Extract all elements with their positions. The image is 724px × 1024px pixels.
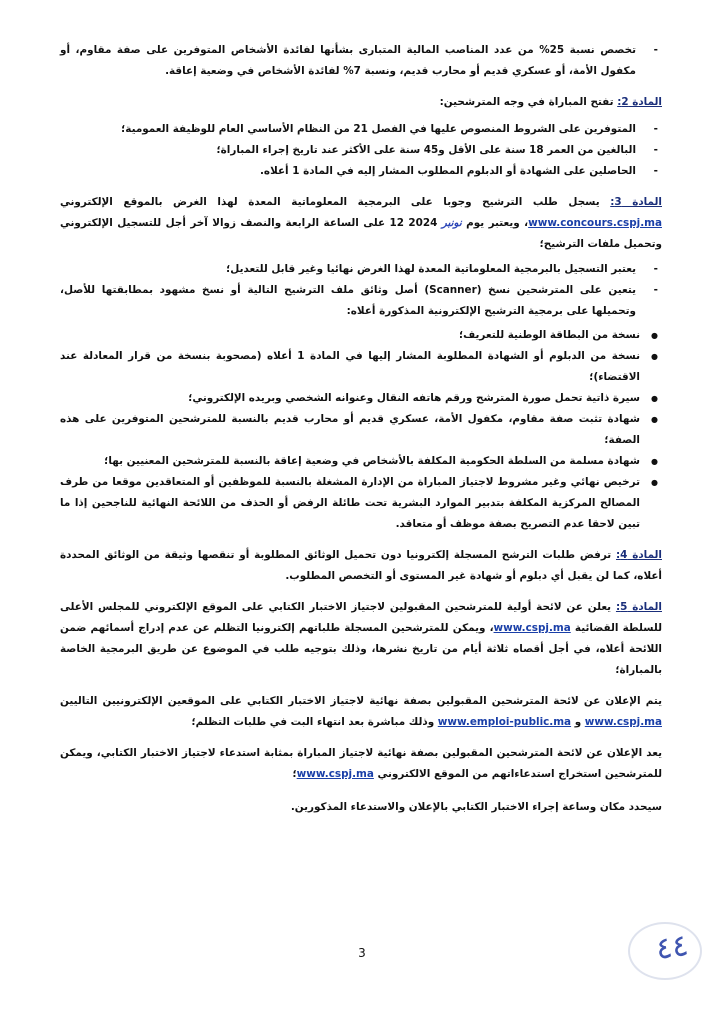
article-2-heading bbox=[60, 92, 662, 113]
list-item: ● ترخيص نهائي وغير مشروط لاجتياز المباراة من الإدارة المشغلة بالنسبة للموظفين أو المتعاقدين موقعا من طرف المصالح المركزية المكلفة بتدبير الموارد البشرية تحت طائلة الرفض أو الحذف من اللائحة النهائية للناجحين إذا ما تبين لاحقا عدم التصريح بصفة موظف أو متعاقد. bbox=[60, 472, 662, 535]
list-item: ● سيرة ذاتية تحمل صورة المترشح ورقم هاتفه النقال وعنوانه الشخصي وبريده الإلكتروني؛ bbox=[60, 388, 662, 409]
list-item: ● نسخة من الدبلوم أو الشهادة المطلوبة المشار إليها في المادة 1 أعلاه (مصحوبة بنسخة من قرار المعادلة عند الاقتضاء)؛ bbox=[60, 346, 662, 388]
registration-list bbox=[60, 259, 662, 322]
article-text: ، ويعتبر يوم bbox=[461, 217, 529, 229]
document-body bbox=[60, 40, 662, 818]
quota-list bbox=[60, 40, 662, 82]
page-number: 3 bbox=[358, 946, 366, 960]
list-item: - البالغين من العمر 18 سنة على الأقل و45 سنة على الأكثر عند تاريخ إجراء المباراة؛ bbox=[60, 140, 662, 161]
article-text: تفتح المباراة في وجه المترشحين: bbox=[439, 96, 618, 108]
date-day: 12 bbox=[389, 217, 404, 229]
paragraph-text: يعد الإعلان عن لائحة المترشحين المقبولين بصفة نهائية لاجتياز المباراة بمثابة استدعاء لاجتياز الاختبار الكتابي، ويمكن للمترشحين استخراج استدعاءاتهم من الموقع الالكتروني bbox=[60, 747, 662, 780]
list-item: - تخصص نسبة 25% من عدد المناصب المالية المتبارى بشأنها لفائدة الأشخاص المتوفرين على صفة مقاوم، أو مكفول الأمة، أو عسكري قديم أو محارب قديم، ونسبة 7% لفائدة الأشخاص في وضعية إعاقة. bbox=[60, 40, 662, 82]
paragraph-text: ؛ bbox=[292, 768, 297, 780]
cspj-link[interactable]: www.cspj.ma bbox=[584, 716, 662, 728]
article-label: المادة 2: bbox=[617, 96, 662, 108]
article-text: يعلن عن لائحة أولية للمترشحين المقبولين لاجتياز الاختبار الكتابي على الموقع الإلكتروني للمجلس الأعلى للسلطة القضائية bbox=[60, 601, 662, 634]
paragraph-text: يتم الإعلان عن لائحة المترشحين المقبولين بصفة نهائية لاجتياز الاختبار الكتابي على الموقعين الإلكترونيين التاليين bbox=[60, 695, 662, 707]
article-label: المادة 4: bbox=[616, 549, 662, 561]
list-item: - يتعين على المترشحين نسخ (Scanner) أصل وثائق ملف الترشيح التالية أو نسخ مشهود بمطابقتها للأصل، وتحميلها على برمجية الترشيح الإلكترونية المذكورة أعلاه: bbox=[60, 280, 662, 322]
signature-mark: ٤٤ bbox=[653, 927, 691, 968]
paragraph-text: و bbox=[571, 716, 585, 728]
article-3-paragraph bbox=[60, 192, 662, 255]
date-year: 2024 bbox=[408, 217, 438, 229]
eligibility-list bbox=[60, 119, 662, 182]
concours-link[interactable]: www.concours.cspj.ma bbox=[528, 217, 662, 229]
paragraph-text: وذلك مباشرة بعد انتهاء البت في طلبات التظلم؛ bbox=[191, 716, 438, 728]
deadline-date bbox=[390, 217, 462, 229]
article-label: المادة 5: bbox=[615, 601, 662, 613]
article-text: على الساعة الرابعة والنصف زوالا آخر أجل للتسجيل الإلكتروني وتحميل ملفات الترشيح؛ bbox=[60, 217, 662, 250]
list-item: - الحاصلين على الشهادة أو الدبلوم المطلوب المشار إليه في المادة 1 أعلاه. bbox=[60, 161, 662, 182]
article-text: يسجل طلب الترشيح وجوبا على البرمجية المعلوماتية المعدة لهذا الغرض بالموقع الإلكتروني bbox=[60, 196, 611, 208]
article-text: ، ويمكن للمترشحين المسجلة طلباتهم إلكترونيا التظلم عن عدم إدراج أسمائهم ضمن اللائحة أعلاه، في أجل أقصاه ثلاثة أيام من تاريخ نشرها، وذلك بتوجيه طلب في الموضوع عن طريق البرمجية الخاصة بالمباراة؛ bbox=[60, 622, 662, 676]
date-month: نونبر bbox=[441, 217, 462, 229]
article-text: ترفض طلبات الترشح المسجلة إلكترونيا دون تحميل الوثائق المطلوبة أو تنقصها وثيقة من الوثائق المحددة أعلاه، كما لن يقبل أي دبلوم أو شهادة غير المستوى أو التخصص المطلوب. bbox=[60, 549, 662, 582]
list-item: ● نسخة من البطاقة الوطنية للتعريف؛ bbox=[60, 325, 662, 346]
article-5-paragraph bbox=[60, 597, 662, 681]
article-4-paragraph bbox=[60, 545, 662, 587]
article-label: المادة 3: bbox=[610, 196, 662, 208]
cspj-link[interactable]: www.cspj.ma bbox=[493, 622, 571, 634]
emploi-public-link[interactable]: www.emploi-public.ma bbox=[437, 716, 572, 728]
list-item: - يعتبر التسجيل بالبرمجية المعلوماتية المعدة لهذا الغرض نهائيا وغير قابل للتعديل؛ bbox=[60, 259, 662, 280]
cspj-link[interactable]: www.cspj.ma bbox=[296, 768, 374, 780]
list-item: - المتوفرين على الشروط المنصوص عليها في الفصل 21 من النظام الأساسي العام للوظيفة العمومية؛ bbox=[60, 119, 662, 140]
list-item: ● شهادة مسلمة من السلطة الحكومية المكلفة بالأشخاص في وضعية إعاقة بالنسبة للمترشحين المعنيين بها؛ bbox=[60, 451, 662, 472]
convocation-paragraph bbox=[60, 743, 662, 785]
final-list-paragraph bbox=[60, 691, 662, 733]
exam-place-paragraph: سيحدد مكان وساعة إجراء الاختبار الكتابي بالإعلان والاستدعاء المذكورين. bbox=[290, 801, 662, 813]
required-documents-list bbox=[60, 325, 662, 535]
list-item: ● شهادة تثبت صفة مقاوم، مكفول الأمة، عسكري قديم أو محارب قديم بالنسبة للمترشحين المتوفرين على هذه الصفة؛ bbox=[60, 409, 662, 451]
